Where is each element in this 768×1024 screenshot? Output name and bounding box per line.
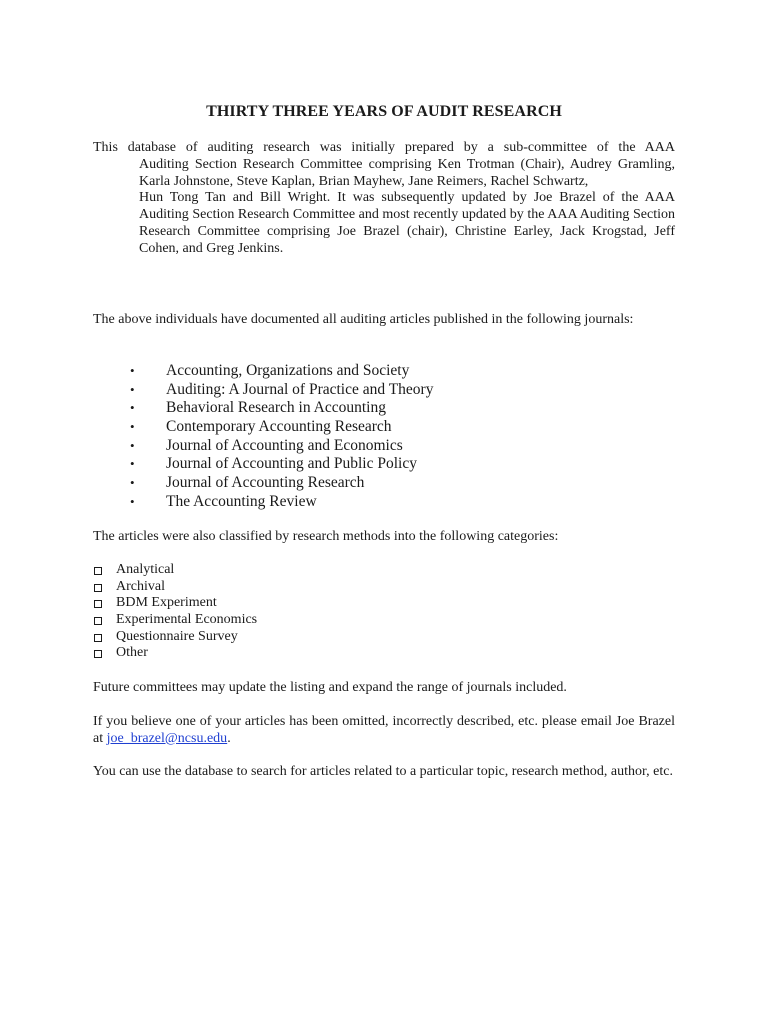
omitted-note-paragraph	[93, 714, 675, 748]
bullet-icon: •	[130, 437, 135, 453]
future-note-paragraph: Future committees may update the listing and expand the range of journals included.	[93, 680, 567, 695]
journal-name: Accounting, Organizations and Society	[166, 362, 410, 379]
bullet-icon: •	[130, 475, 135, 491]
journal-item	[93, 418, 675, 437]
journal-item	[93, 493, 675, 512]
intro-continuation-1: Auditing Section Research Committee comprising Ken Trotman (Chair), Audrey Gramling, Karla Johnstone, Steve Kaplan, Brian Mayhew, Jane Reimers, Rachel Schwartz,	[139, 156, 675, 189]
intro-paragraph	[93, 140, 675, 258]
method-name: BDM Experiment	[116, 595, 217, 611]
method-name: Other	[116, 645, 148, 661]
journals-intro-paragraph: The above individuals have documented all auditing articles published in the following journals:	[93, 312, 634, 327]
bullet-icon: •	[130, 363, 135, 378]
method-item	[93, 629, 675, 646]
usage-note-paragraph: You can use the database to search for articles related to a particular topic, research method, author, etc.	[93, 764, 673, 779]
omitted-note-text: If you believe one of your articles has been omitted, incorrectly described, etc. please email Joe Brazel at	[93, 714, 675, 746]
journal-name: The Accounting Review	[166, 492, 317, 510]
square-bullet-icon	[94, 584, 102, 592]
journal-item	[93, 474, 675, 493]
square-bullet-icon	[94, 600, 102, 608]
square-bullet-icon	[94, 617, 102, 625]
email-link[interactable]: joe_brazel@ncsu.edu	[106, 730, 228, 746]
journal-name: Journal of Accounting and Economics	[166, 436, 403, 454]
method-item	[93, 645, 675, 662]
method-item	[93, 612, 675, 629]
square-bullet-icon	[94, 567, 102, 575]
methods-intro-paragraph: The articles were also classified by research methods into the following categories:	[93, 529, 559, 544]
bullet-icon: •	[130, 381, 135, 397]
journal-item	[93, 399, 675, 418]
bullet-icon: •	[130, 493, 135, 509]
intro-continuation-2: Hun Tong Tan and Bill Wright. It was subsequently updated by Joe Brazel of the AAA Auditing Section Research Committee and most recently updated by the AAA Auditing Section Research Committee comprising Joe Brazel (chair), Christine Earley, Jack Krogstad, Jeff Cohen, and Greg Jenkins.	[139, 190, 675, 256]
omitted-note-end: .	[227, 730, 231, 746]
journal-name: Behavioral Research in Accounting	[166, 399, 386, 417]
method-list	[93, 562, 675, 662]
journal-name: Auditing: A Journal of Practice and Theory	[166, 380, 434, 398]
method-item	[93, 562, 675, 579]
intro-first-line: This database of auditing research was initially prepared by a sub-committee of the AAA	[93, 140, 675, 155]
square-bullet-icon	[94, 650, 102, 658]
journal-item	[93, 437, 675, 456]
method-name: Archival	[116, 578, 165, 594]
method-name: Analytical	[116, 562, 175, 577]
page-title: THIRTY THREE YEARS OF AUDIT RESEARCH	[206, 103, 562, 120]
journal-name: Contemporary Accounting Research	[166, 418, 392, 436]
journal-item	[93, 362, 675, 381]
square-bullet-icon	[94, 634, 102, 642]
bullet-icon: •	[130, 419, 135, 435]
bullet-icon: •	[130, 456, 135, 472]
journal-name: Journal of Accounting and Public Policy	[166, 455, 417, 473]
journal-item	[93, 381, 675, 400]
method-name: Questionnaire Survey	[116, 628, 238, 644]
method-item	[93, 595, 675, 612]
bullet-icon: •	[130, 400, 135, 416]
method-item	[93, 579, 675, 596]
method-name: Experimental Economics	[116, 612, 258, 628]
journal-name: Journal of Accounting Research	[166, 474, 365, 492]
journal-item	[93, 455, 675, 474]
journal-list	[93, 362, 675, 512]
